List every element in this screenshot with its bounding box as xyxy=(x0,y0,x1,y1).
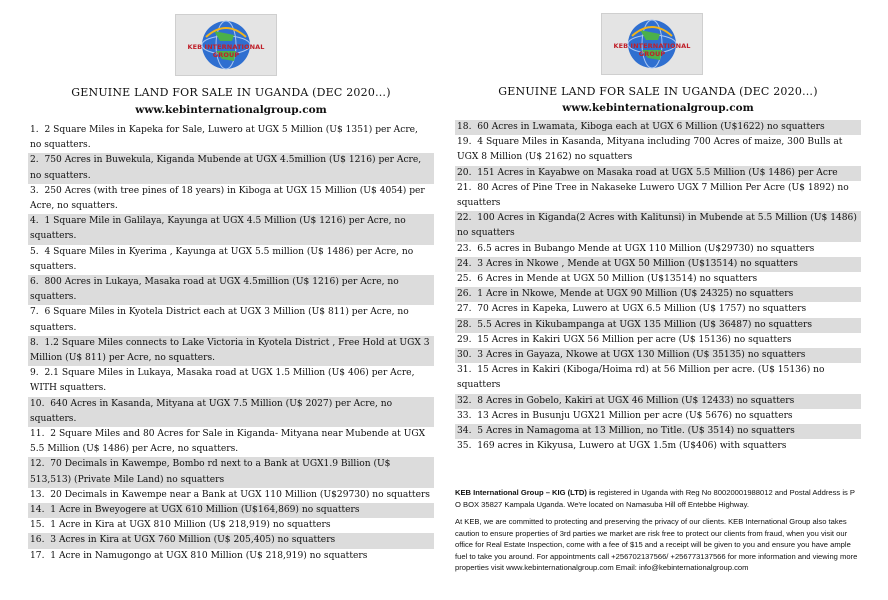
land-listing-item xyxy=(28,427,434,457)
listing-list-right xyxy=(455,120,861,454)
page-title: GENUINE LAND FOR SALE IN UGANDA (DEC 2020…) xyxy=(498,85,818,98)
land-listing-item xyxy=(28,488,434,503)
listing-number: 35. xyxy=(457,441,472,452)
land-listing-item xyxy=(28,305,434,335)
land-listing-item xyxy=(455,363,861,393)
listing-text: 2 Square Miles in Kapeka for Sale, Luwero at UGX 5 Million (U$ 1351) per Acre, no squatters. xyxy=(30,125,418,151)
listing-number: 16. xyxy=(30,535,45,546)
listing-text: 1 Acre in Kira at UGX 810 Million (U$ 218,919) no squatters xyxy=(50,520,331,531)
listing-text: 4 Square Miles in Kasanda, Mityana including 700 Acres of maize, 300 Bulls at UGX 8 Million (U$ 2162) no squatters xyxy=(457,137,843,163)
listing-number: 29. xyxy=(457,334,472,345)
listing-number: 1. xyxy=(30,125,39,135)
listing-text: 1 Acre in Nkowe, Mende at UGX 90 Million (U$ 24325) no squatters xyxy=(477,289,794,300)
company-address: registered in Uganda with Reg No 80020001988012 and Postal Address is P O BOX 35827 Kampala Uganda. We're located on Namasuba Hill off Entebbe Highway. xyxy=(455,488,855,509)
land-listing-item xyxy=(28,214,434,244)
listing-number: 10. xyxy=(30,398,45,409)
listing-number: 23. xyxy=(457,243,472,254)
listing-number: 18. xyxy=(457,122,472,132)
listing-text: 6 Square Miles in Kyotela District each at UGX 3 Million (U$ 811) per Acre, no squatters. xyxy=(30,307,409,333)
listing-text: 15 Acres in Kakiri (Kiboga/Hoima rd) at 56 Million per acre. (U$ 15136) no squatters xyxy=(457,365,825,391)
listing-text: 3 Acres in Kira at UGX 760 Million (U$ 205,405) no squatters xyxy=(50,535,336,546)
land-listing-item xyxy=(455,272,861,287)
listing-number: 7. xyxy=(30,307,39,318)
land-listing-item xyxy=(28,366,434,396)
land-listing-item xyxy=(455,439,861,454)
land-listing-item xyxy=(455,135,861,165)
listing-text: 1 Acre in Namugongo at UGX 810 Million (U$ 218,919) no squatters xyxy=(50,550,368,561)
land-listing-item xyxy=(455,242,861,257)
land-listing-item xyxy=(28,245,434,275)
land-listing-item xyxy=(455,302,861,317)
listing-text: 2 Square Miles and 80 Acres for Sale in Kiganda- Mityana near Mubende at UGX 5.5 Million (U$ 1486) per Acre, no squatters. xyxy=(30,429,426,455)
land-listing-item xyxy=(28,549,434,564)
listing-number: 32. xyxy=(457,395,472,406)
listing-text: 15 Acres in Kakiri UGX 56 Million per acre (U$ 15136) no squatters xyxy=(477,334,792,345)
listing-text: 640 Acres in Kasanda, Mityana at UGX 7.5 Million (U$ 2027) per Acre, no squatters. xyxy=(30,398,393,424)
listing-text: 2.1 Square Miles in Lukaya, Masaka road at UGX 1.5 Million (U$ 406) per Acre, WITH squatters. xyxy=(30,368,415,394)
listing-number: 24. xyxy=(457,258,472,269)
listing-text: 5.5 Acres in Kikubampanga at UGX 135 Million (U$ 36487) no squatters xyxy=(477,319,813,330)
listing-number: 34. xyxy=(457,426,472,437)
listing-text: 1 Square Mile in Galilaya, Kayunga at UGX 4.5 Million (U$ 1216) per Acre, no squatters. xyxy=(30,216,406,242)
listing-number: 13. xyxy=(30,489,45,500)
listing-number: 12. xyxy=(30,459,45,470)
listing-text: 151 Acres in Kayabwe on Masaka road at UGX 5.5 Million (U$ 1486) per Acre xyxy=(477,167,838,178)
listing-number: 19. xyxy=(457,137,472,148)
listing-number: 27. xyxy=(457,304,472,315)
listing-number: 8. xyxy=(30,337,39,348)
company-name: KEB International Group – KIG (LTD) is xyxy=(455,488,596,497)
listing-text: 70 Decimals in Kawempe, Bombo rd next to a Bank at UGX1.9 Billion (U$ 513,513) (Private Mile Land) no squatters xyxy=(30,459,391,485)
listing-number: 14. xyxy=(30,505,45,516)
listing-number: 22. xyxy=(457,213,472,224)
listing-number: 20. xyxy=(457,167,472,178)
listing-number: 6. xyxy=(30,277,39,288)
listing-number: 30. xyxy=(457,350,472,361)
listing-list-left xyxy=(28,123,434,564)
listing-text: 70 Acres in Kapeka, Luwero at UGX 6.5 Million (U$ 1757) no squatters xyxy=(477,304,807,315)
company-logo xyxy=(601,13,703,75)
listing-number: 25. xyxy=(457,274,472,285)
listing-number: 5. xyxy=(30,246,39,257)
listing-text: 3 Acres in Gayaza, Nkowe at UGX 130 Million (U$ 35135) no squatters xyxy=(477,350,806,361)
website-link[interactable]: www.kebinternationalgroup.com xyxy=(562,102,754,114)
land-listing-item xyxy=(455,318,861,333)
listing-number: 4. xyxy=(30,216,39,227)
land-listing-item xyxy=(455,424,861,439)
land-listing-item xyxy=(28,533,434,548)
land-listing-item xyxy=(28,518,434,533)
land-listing-item xyxy=(28,275,434,305)
listing-number: 21. xyxy=(457,182,472,193)
listing-text: 4 Square Miles in Kyerima , Kayunga at UGX 5.5 million (U$ 1486) per Acre, no squatters. xyxy=(30,246,414,272)
listing-text: 80 Acres of Pine Tree in Nakaseke Luwero UGX 7 Million Per Acre (U$ 1892) no squatters xyxy=(457,182,849,209)
listing-text: 800 Acres in Lukaya, Masaka road at UGX 4.5million (U$ 1216) per Acre, no squatters. xyxy=(30,277,399,303)
land-listing-item xyxy=(28,336,434,366)
website-link[interactable]: www.kebinternationalgroup.com xyxy=(135,104,327,116)
land-listing-item xyxy=(455,120,861,135)
land-listing-item xyxy=(28,503,434,518)
land-listing-item xyxy=(455,287,861,302)
land-listing-item xyxy=(455,211,861,241)
listing-number: 3. xyxy=(30,185,39,196)
listing-text: 6 Acres in Mende at UGX 50 Million (U$13514) no squatters xyxy=(477,274,758,285)
land-listing-item xyxy=(455,333,861,348)
listing-number: 17. xyxy=(30,550,45,561)
land-listing-item xyxy=(455,181,861,211)
listing-text: 100 Acres in Kiganda(2 Acres with Kalitunsi) in Mubende at 5.5 Million (U$ 1486) no squatters xyxy=(457,213,857,239)
listing-number: 9. xyxy=(30,368,39,379)
listing-number: 2. xyxy=(30,155,39,166)
listing-text: 6.5 acres in Bubango Mende at UGX 110 Million (U$29730) no squatters xyxy=(477,243,815,254)
logo-text: KEB INTERNATIONAL GROUP xyxy=(613,42,691,58)
listing-text: 5 Acres in Namagoma at 13 Million, no Title. (U$ 3514) no squatters xyxy=(477,426,795,437)
listing-text: 250 Acres (with tree pines of 18 years) in Kiboga at UGX 15 Million (U$ 4054) per Acre, no squatters. xyxy=(30,185,425,212)
land-listing-item xyxy=(455,257,861,272)
land-listing-item xyxy=(28,123,434,153)
listing-number: 31. xyxy=(457,365,472,376)
logo-text: KEB INTERNATIONAL GROUP xyxy=(187,43,265,59)
listing-text: 13 Acres in Busunju UGX21 Million per acre (U$ 5676) no squatters xyxy=(477,410,793,421)
land-listing-item xyxy=(455,166,861,181)
land-listing-item xyxy=(455,409,861,424)
listing-number: 11. xyxy=(30,429,45,440)
listing-number: 33. xyxy=(457,410,472,421)
listing-text: 750 Acres in Buwekula, Kiganda Mubende at UGX 4.5million (U$ 1216) per Acre, no squatters. xyxy=(30,155,422,181)
listing-text: 3 Acres in Nkowe , Mende at UGX 50 Million (U$13514) no squatters xyxy=(477,258,798,269)
listing-text: 8 Acres in Gobelo, Kakiri at UGX 46 Million (U$ 12433) no squatters xyxy=(477,395,795,406)
land-listing-item xyxy=(28,153,434,183)
listing-text: 1.2 Square Miles connects to Lake Victoria in Kyotela District , Free Hold at UGX 3 Million (U$ 811) per Acre, no squatters. xyxy=(30,337,430,364)
page-title: GENUINE LAND FOR SALE IN UGANDA (DEC 2020…) xyxy=(71,86,391,99)
listing-number: 15. xyxy=(30,520,45,531)
listing-text: 1 Acre in Bweyogere at UGX 610 Million (U$164,869) no squatters xyxy=(50,505,360,516)
privacy-notice: At KEB, we are committed to protecting and preserving the privacy of our clients. KEB International Group also takes caution to ensure properties of 3rd parties we market are risk free to protect our clients from fraud, when you visit our office for Real Estate Inspection, come with a fee of $15 and a receipt will be given to you and ensure you have ample fuel to take you around. For appointments call +256702137566/ +256773137566 for more information and viewing more properties visit www.kebinternationalgroup.com Email: info@kebinternationalgroup.com xyxy=(455,517,858,572)
company-logo xyxy=(175,14,277,76)
land-listing-item xyxy=(455,394,861,409)
land-listing-item xyxy=(28,457,434,487)
land-listing-item xyxy=(455,348,861,363)
listing-number: 28. xyxy=(457,319,472,330)
land-listing-item xyxy=(28,397,434,427)
land-listing-item xyxy=(28,184,434,214)
listing-text: 20 Decimals in Kawempe near a Bank at UGX 110 Million (U$29730) no squatters xyxy=(50,489,430,500)
company-footer xyxy=(455,487,861,580)
listing-number: 26. xyxy=(457,289,472,300)
company-registration xyxy=(455,487,861,510)
listing-text: 169 acres in Kikyusa, Luwero at UGX 1.5m (U$406) with squatters xyxy=(477,441,787,452)
listing-text: 60 Acres in Lwamata, Kiboga each at UGX 6 Million (U$1622) no squatters xyxy=(477,122,825,132)
